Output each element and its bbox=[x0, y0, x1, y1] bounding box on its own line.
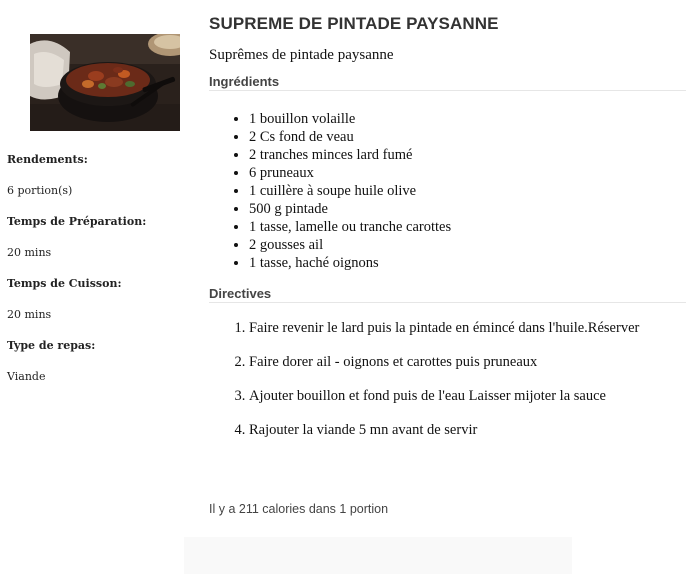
ingredient-item: • 1 tasse, haché oignons bbox=[249, 254, 451, 272]
directive-step: 3. Ajouter bouillon et fond puis de l'eau Laisser mijoter la sauce bbox=[249, 387, 639, 405]
ingredients-list bbox=[209, 110, 451, 272]
directive-step: 4. Rajouter la viande 5 mn avant de servir bbox=[249, 421, 639, 439]
cook-time-value: 20 mins bbox=[7, 308, 52, 321]
directive-step: 1. Faire revenir le lard puis la pintade en émincé dans l'huile.Réserver bbox=[249, 319, 639, 337]
prep-time-label: Temps de Préparation: bbox=[7, 215, 147, 228]
ingredient-item: • 1 cuillère à soupe huile olive bbox=[249, 182, 451, 200]
directives-list bbox=[209, 319, 639, 455]
calories-note: Il y a 211 calories dans 1 portion bbox=[209, 502, 389, 516]
ingredient-item: • 1 tasse, lamelle ou tranche carottes bbox=[249, 218, 451, 236]
footer-band bbox=[184, 537, 572, 574]
cook-time-label: Temps de Cuisson: bbox=[7, 277, 122, 290]
ingredients-heading: Ingrédients bbox=[209, 74, 686, 91]
ingredient-item: • 2 tranches minces lard fumé bbox=[249, 146, 451, 164]
meal-type-value: Viande bbox=[7, 370, 46, 383]
ingredient-item: • 500 g pintade bbox=[249, 200, 451, 218]
prep-time-value: 20 mins bbox=[7, 246, 52, 259]
sidebar bbox=[0, 0, 195, 574]
ingredient-item: • 6 pruneaux bbox=[249, 164, 451, 182]
meal-type-label: Type de repas: bbox=[7, 339, 96, 352]
directives-heading: Directives bbox=[209, 286, 686, 303]
ingredient-item: • 1 bouillon volaille bbox=[249, 110, 451, 128]
stew-pot-image bbox=[30, 34, 180, 131]
directive-step: 2. Faire dorer ail - oignons et carottes puis pruneaux bbox=[249, 353, 639, 371]
recipe-title: SUPREME DE PINTADE PAYSANNE bbox=[209, 14, 499, 33]
ingredient-item: • 2 Cs fond de veau bbox=[249, 128, 451, 146]
ingredient-item: • 2 gousses ail bbox=[249, 236, 451, 254]
yield-label: Rendements: bbox=[7, 153, 88, 166]
recipe-photo bbox=[30, 34, 180, 131]
yield-value: 6 portion(s) bbox=[7, 184, 73, 197]
recipe-subtitle: Suprêmes de pintade paysanne bbox=[209, 47, 394, 63]
recipe-meta bbox=[7, 152, 192, 400]
